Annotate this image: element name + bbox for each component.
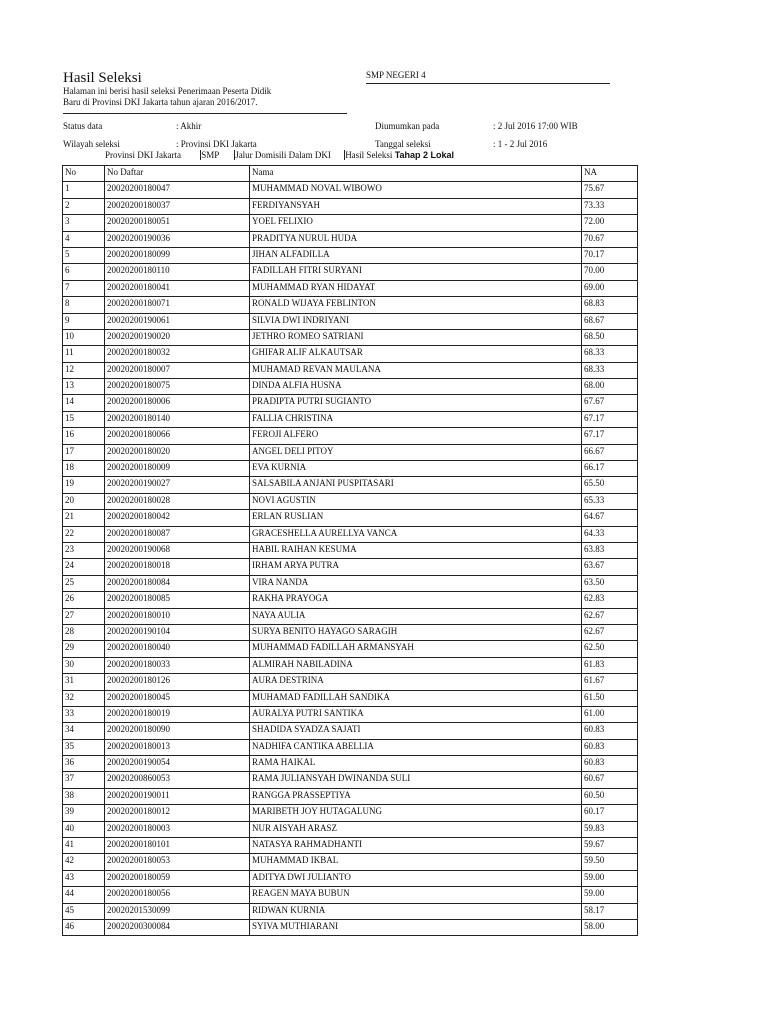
table-row: [63, 723, 638, 739]
cell-na: 67.67: [582, 395, 638, 411]
cell-no-daftar: 20020200180010: [105, 608, 250, 624]
cell-na: 59.83: [582, 821, 638, 837]
cell-nama: NOVI AGUSTIN: [250, 493, 582, 509]
cell-na: 70.17: [582, 247, 638, 263]
cell-na: 73.33: [582, 198, 638, 214]
col-header-no: No: [63, 166, 105, 182]
cell-na: 60.83: [582, 723, 638, 739]
cell-na: 59.00: [582, 870, 638, 886]
cell-na: 69.00: [582, 280, 638, 296]
cell-nama: REAGEN MAYA BUBUN: [250, 887, 582, 903]
cell-no: 2: [63, 198, 105, 214]
cell-nama: MUHAMMAD NOVAL WIBOWO: [250, 182, 582, 198]
cell-na: 62.67: [582, 608, 638, 624]
cell-no-daftar: 20020200180101: [105, 838, 250, 854]
table-row: [63, 329, 638, 345]
table-row: [63, 756, 638, 772]
table-row: [63, 198, 638, 214]
cell-no: 29: [63, 641, 105, 657]
table-row: [63, 805, 638, 821]
cell-nama: FEROJI ALFERO: [250, 428, 582, 444]
cell-no: 19: [63, 477, 105, 493]
cell-no-daftar: 20020200190061: [105, 313, 250, 329]
cell-na: 65.33: [582, 493, 638, 509]
cell-no: 24: [63, 559, 105, 575]
cell-no-daftar: 20020200190020: [105, 329, 250, 345]
table-row: [63, 575, 638, 591]
table-row: [63, 280, 638, 296]
cell-no-daftar: 20020200180051: [105, 215, 250, 231]
table-row: [63, 657, 638, 673]
cell-nama: SURYA BENITO HAYAGO SARAGIH: [250, 624, 582, 640]
cell-na: 61.83: [582, 657, 638, 673]
cell-no-daftar: 20020200180013: [105, 739, 250, 755]
cell-no-daftar: 20020200180045: [105, 690, 250, 706]
cell-no-daftar: 20020200190054: [105, 756, 250, 772]
cell-no-daftar: 20020200180003: [105, 821, 250, 837]
table-row: [63, 887, 638, 903]
cell-no-daftar: 20020201530099: [105, 903, 250, 919]
results-body: [63, 182, 638, 936]
cell-nama: JIHAN ALFADILLA: [250, 247, 582, 263]
cell-no: 3: [63, 215, 105, 231]
cell-no-daftar: 20020200180047: [105, 182, 250, 198]
cell-no: 31: [63, 674, 105, 690]
filter-level: SMP: [201, 150, 219, 160]
cell-no: 40: [63, 821, 105, 837]
cell-no: 44: [63, 887, 105, 903]
cell-nama: AURA DESTRINA: [250, 674, 582, 690]
cell-na: 68.50: [582, 329, 638, 345]
cell-nama: MUHAMMAD IKBAL: [250, 854, 582, 870]
table-row: [63, 706, 638, 722]
table-row: [63, 690, 638, 706]
cell-na: 65.50: [582, 477, 638, 493]
cell-no: 18: [63, 461, 105, 477]
header-divider: [63, 113, 347, 114]
cell-no-daftar: 20020200180066: [105, 428, 250, 444]
cell-na: 60.50: [582, 788, 638, 804]
cell-na: 62.67: [582, 624, 638, 640]
table-row: [63, 313, 638, 329]
cell-nama: RANGGA PRASSEPTIYA: [250, 788, 582, 804]
cell-no: 26: [63, 592, 105, 608]
filter-result-label: Hasil Seleksi: [345, 150, 393, 160]
date-value: : 1 - 2 Jul 2016: [493, 139, 548, 149]
cell-nama: ANGEL DELI PITOY: [250, 444, 582, 460]
region-value: : Provinsi DKI Jakarta: [176, 139, 257, 149]
cell-nama: MUHAMMAD RYAN HIDAYAT: [250, 280, 582, 296]
region-label: Wilayah seleksi: [63, 139, 120, 149]
cell-no: 11: [63, 346, 105, 362]
cell-nama: NATASYA RAHMADHANTI: [250, 838, 582, 854]
cell-nama: MUHAMMAD FADILLAH ARMANSYAH: [250, 641, 582, 657]
cell-no: 41: [63, 838, 105, 854]
cell-no: 15: [63, 411, 105, 427]
cell-no-daftar: 20020200300084: [105, 919, 250, 935]
cell-no: 35: [63, 739, 105, 755]
cell-no-daftar: 20020200180090: [105, 723, 250, 739]
cell-nama: NUR AISYAH ARASZ: [250, 821, 582, 837]
cell-no-daftar: 20020200180041: [105, 280, 250, 296]
status-label: Status data: [63, 121, 103, 131]
cell-na: 59.00: [582, 887, 638, 903]
cell-no: 14: [63, 395, 105, 411]
cell-na: 68.83: [582, 297, 638, 313]
cell-no-daftar: 20020200180110: [105, 264, 250, 280]
table-row: [63, 411, 638, 427]
cell-no-daftar: 20020200180032: [105, 346, 250, 362]
cell-na: 58.00: [582, 919, 638, 935]
cell-no: 45: [63, 903, 105, 919]
cell-nama: RONALD WIJAYA FEBLINTON: [250, 297, 582, 313]
cell-no: 7: [63, 280, 105, 296]
cell-no: 42: [63, 854, 105, 870]
table-row: [63, 379, 638, 395]
cell-no: 10: [63, 329, 105, 345]
cell-no: 36: [63, 756, 105, 772]
intro-line-1: Halaman ini berisi hasil seleksi Penerimaan Peserta Didik: [63, 86, 272, 96]
cell-no: 32: [63, 690, 105, 706]
announce-label: Diumumkan pada: [375, 121, 440, 131]
cell-no-daftar: 20020200190011: [105, 788, 250, 804]
cell-no: 8: [63, 297, 105, 313]
cell-nama: JETHRO ROMEO SATRIANI: [250, 329, 582, 345]
col-header-no-daftar: No Daftar: [105, 166, 250, 182]
cell-no-daftar: 20020200180007: [105, 362, 250, 378]
table-row: [63, 444, 638, 460]
cell-no-daftar: 20020200180012: [105, 805, 250, 821]
cell-no: 23: [63, 542, 105, 558]
cell-nama: SHADIDA SYADZA SAJATI: [250, 723, 582, 739]
table-row: [63, 264, 638, 280]
cell-nama: RAMA JULIANSYAH DWINANDA SULI: [250, 772, 582, 788]
cell-no-daftar: 20020200180087: [105, 526, 250, 542]
cell-nama: RAMA HAIKAL: [250, 756, 582, 772]
cell-no-daftar: 20020200180053: [105, 854, 250, 870]
cell-no: 39: [63, 805, 105, 821]
table-row: [63, 477, 638, 493]
cell-no: 33: [63, 706, 105, 722]
table-row: [63, 592, 638, 608]
cell-na: 59.67: [582, 838, 638, 854]
table-row: [63, 461, 638, 477]
cell-na: 70.00: [582, 264, 638, 280]
page-intro: [63, 86, 271, 108]
cell-nama: YOEL FELIXIO: [250, 215, 582, 231]
cell-no-daftar: 20020200180018: [105, 559, 250, 575]
cell-no: 28: [63, 624, 105, 640]
cell-na: 64.33: [582, 526, 638, 542]
cell-na: 70.67: [582, 231, 638, 247]
cell-no-daftar: 20020200180126: [105, 674, 250, 690]
cell-no: 5: [63, 247, 105, 263]
filter-breadcrumb: [105, 150, 454, 160]
cell-nama: IRHAM ARYA PUTRA: [250, 559, 582, 575]
school-underline: [366, 83, 610, 84]
cell-no: 43: [63, 870, 105, 886]
cell-nama: HABIL RAIHAN KESUMA: [250, 542, 582, 558]
cell-na: 61.50: [582, 690, 638, 706]
table-row: [63, 542, 638, 558]
table-row: [63, 739, 638, 755]
table-row: [63, 346, 638, 362]
cell-no: 21: [63, 510, 105, 526]
cell-no: 4: [63, 231, 105, 247]
table-row: [63, 919, 638, 935]
cell-no-daftar: 20020200180020: [105, 444, 250, 460]
cell-no: 20: [63, 493, 105, 509]
date-label: Tanggal seleksi: [375, 139, 431, 149]
table-row: [63, 510, 638, 526]
cell-na: 66.67: [582, 444, 638, 460]
cell-no: 46: [63, 919, 105, 935]
cell-na: 61.67: [582, 674, 638, 690]
cell-no-daftar: 20020200180075: [105, 379, 250, 395]
cell-no: 13: [63, 379, 105, 395]
cell-no-daftar: 20020200180040: [105, 641, 250, 657]
cell-na: 60.83: [582, 756, 638, 772]
cell-no-daftar: 20020200860053: [105, 772, 250, 788]
cell-na: 68.67: [582, 313, 638, 329]
cell-nama: ADITYA DWI JULIANTO: [250, 870, 582, 886]
cell-no-daftar: 20020200180019: [105, 706, 250, 722]
cell-no-daftar: 20020200180006: [105, 395, 250, 411]
table-row: [63, 821, 638, 837]
cell-no-daftar: 20020200180085: [105, 592, 250, 608]
cell-na: 62.83: [582, 592, 638, 608]
table-row: [63, 428, 638, 444]
cell-no: 34: [63, 723, 105, 739]
cell-no: 16: [63, 428, 105, 444]
cell-na: 60.67: [582, 772, 638, 788]
cell-no-daftar: 20020200190104: [105, 624, 250, 640]
cell-no: 1: [63, 182, 105, 198]
cell-no-daftar: 20020200180140: [105, 411, 250, 427]
cell-no-daftar: 20020200180028: [105, 493, 250, 509]
cell-nama: SYIVA MUTHIARANI: [250, 919, 582, 935]
cell-nama: RIDWAN KURNIA: [250, 903, 582, 919]
page-title: Hasil Seleksi: [63, 70, 142, 86]
table-row: [63, 870, 638, 886]
table-row: [63, 231, 638, 247]
cell-na: 63.67: [582, 559, 638, 575]
cell-nama: MUHAMAD FADILLAH SANDIKA: [250, 690, 582, 706]
cell-nama: PRADIPTA PUTRI SUGIANTO: [250, 395, 582, 411]
cell-na: 68.33: [582, 362, 638, 378]
cell-nama: DINDA ALFIA HUSNA: [250, 379, 582, 395]
cell-na: 75.67: [582, 182, 638, 198]
table-row: [63, 772, 638, 788]
cell-no: 27: [63, 608, 105, 624]
cell-na: 68.33: [582, 346, 638, 362]
table-row: [63, 674, 638, 690]
cell-no-daftar: 20020200180084: [105, 575, 250, 591]
intro-line-2: Baru di Provinsi DKI Jakarta tahun ajaran 2016/2017.: [63, 97, 258, 107]
cell-na: 60.17: [582, 805, 638, 821]
cell-nama: GRACESHELLA AURELLYA VANCA: [250, 526, 582, 542]
cell-no-daftar: 20020200180099: [105, 247, 250, 263]
cell-na: 68.00: [582, 379, 638, 395]
col-header-na: NA: [582, 166, 638, 182]
table-row: [63, 215, 638, 231]
cell-na: 64.67: [582, 510, 638, 526]
cell-nama: AURALYA PUTRI SANTIKA: [250, 706, 582, 722]
cell-no-daftar: 20020200180033: [105, 657, 250, 673]
cell-no-daftar: 20020200190068: [105, 542, 250, 558]
cell-no: 6: [63, 264, 105, 280]
table-row: [63, 559, 638, 575]
cell-no: 37: [63, 772, 105, 788]
table-header-row: [63, 166, 638, 182]
cell-na: 66.17: [582, 461, 638, 477]
cell-no: 9: [63, 313, 105, 329]
cell-no-daftar: 20020200180042: [105, 510, 250, 526]
table-row: [63, 608, 638, 624]
cell-nama: SALSABILA ANJANI PUSPITASARI: [250, 477, 582, 493]
cell-na: 62.50: [582, 641, 638, 657]
cell-nama: MARIBETH JOY HUTAGALUNG: [250, 805, 582, 821]
cell-no-daftar: 20020200180071: [105, 297, 250, 313]
table-row: [63, 624, 638, 640]
cell-na: 67.17: [582, 411, 638, 427]
cell-na: 60.83: [582, 739, 638, 755]
col-header-nama: Nama: [250, 166, 582, 182]
cell-nama: FADILLAH FITRI SURYANI: [250, 264, 582, 280]
cell-no: 38: [63, 788, 105, 804]
cell-no: 17: [63, 444, 105, 460]
cell-na: 72.00: [582, 215, 638, 231]
cell-nama: ALMIRAH NABILADINA: [250, 657, 582, 673]
cell-na: 63.83: [582, 542, 638, 558]
cell-nama: VIRA NANDA: [250, 575, 582, 591]
cell-nama: EVA KURNIA: [250, 461, 582, 477]
announce-value: : 2 Jul 2016 17:00 WIB: [493, 121, 578, 131]
cell-nama: NAYA AULIA: [250, 608, 582, 624]
cell-nama: RAKHA PRAYOGA: [250, 592, 582, 608]
status-value: : Akhir: [176, 121, 202, 131]
cell-no: 30: [63, 657, 105, 673]
table-row: [63, 854, 638, 870]
table-row: [63, 838, 638, 854]
cell-nama: FALLIA CHRISTINA: [250, 411, 582, 427]
cell-na: 67.17: [582, 428, 638, 444]
cell-nama: ERLAN RUSLIAN: [250, 510, 582, 526]
cell-no-daftar: 20020200190036: [105, 231, 250, 247]
filter-path: Jalur Domisili Dalam DKI: [235, 150, 331, 160]
cell-no-daftar: 20020200190027: [105, 477, 250, 493]
table-row: [63, 526, 638, 542]
table-row: [63, 493, 638, 509]
cell-nama: MUHAMAD REVAN MAULANA: [250, 362, 582, 378]
cell-na: 59.50: [582, 854, 638, 870]
table-row: [63, 362, 638, 378]
cell-na: 61.00: [582, 706, 638, 722]
school-name: SMP NEGERI 4: [366, 70, 426, 80]
cell-no: 22: [63, 526, 105, 542]
table-row: [63, 903, 638, 919]
table-row: [63, 247, 638, 263]
table-row: [63, 641, 638, 657]
cell-nama: PRADITYA NURUL HUDA: [250, 231, 582, 247]
cell-nama: GHIFAR ALIF ALKAUTSAR: [250, 346, 582, 362]
cell-nama: SILVIA DWI INDRIYANI: [250, 313, 582, 329]
cell-no-daftar: 20020200180009: [105, 461, 250, 477]
cell-nama: FERDIYANSYAH: [250, 198, 582, 214]
table-row: [63, 395, 638, 411]
table-row: [63, 788, 638, 804]
cell-no: 12: [63, 362, 105, 378]
table-row: [63, 182, 638, 198]
cell-na: 63.50: [582, 575, 638, 591]
filter-stage: Tahap 2 Lokal: [394, 150, 455, 160]
cell-no: 25: [63, 575, 105, 591]
table-row: [63, 297, 638, 313]
cell-no-daftar: 20020200180056: [105, 887, 250, 903]
filter-province: Provinsi DKI Jakarta: [105, 150, 181, 160]
results-table: [62, 165, 638, 936]
cell-na: 58.17: [582, 903, 638, 919]
cell-nama: NADHIFA CANTIKA ABELLIA: [250, 739, 582, 755]
cell-no-daftar: 20020200180037: [105, 198, 250, 214]
cell-no-daftar: 20020200180059: [105, 870, 250, 886]
